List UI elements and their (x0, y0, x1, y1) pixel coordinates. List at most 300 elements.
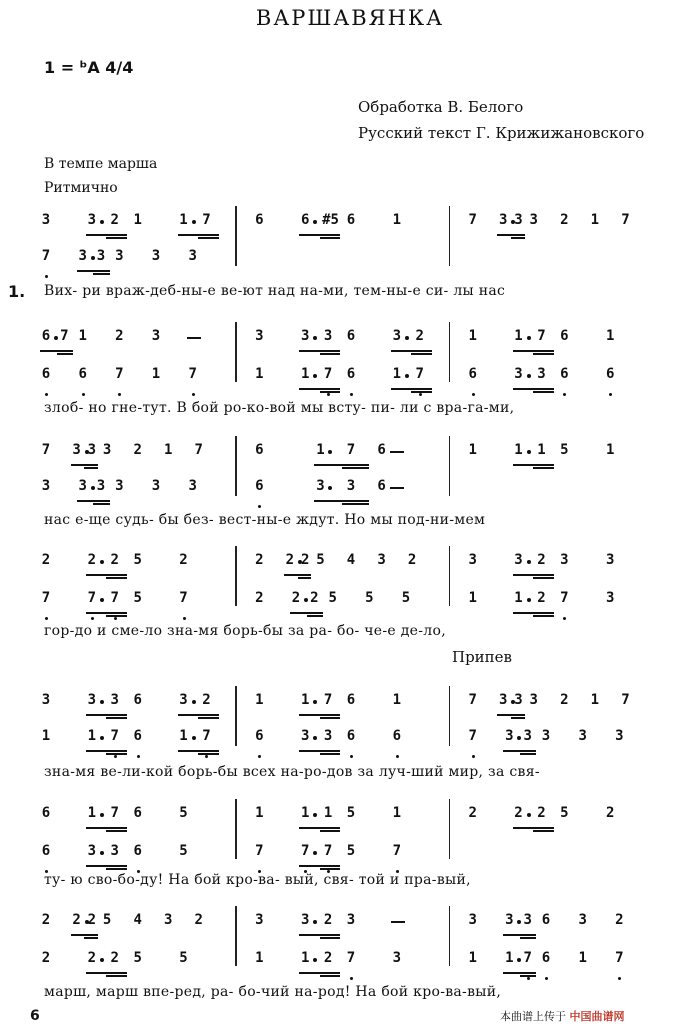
note: 1 (537, 442, 546, 458)
note: 3 (78, 478, 87, 494)
note: 6 (133, 843, 142, 859)
note: 3 (87, 212, 97, 228)
beam-line (503, 972, 536, 974)
note: 7 (621, 212, 630, 228)
beam-line (299, 750, 340, 752)
note: 6 (392, 728, 402, 744)
notation-row (28, 805, 668, 825)
note: 1 (392, 212, 402, 228)
notation-row (28, 728, 668, 748)
beam-line-secondary (93, 503, 110, 505)
beam-line-secondary (533, 391, 554, 393)
note: 3 (578, 728, 587, 744)
note: 4 (133, 912, 142, 928)
note: 6 (346, 366, 356, 382)
dotted-rhythm-dot (313, 813, 317, 817)
beam-line (503, 750, 536, 752)
note: 5 (179, 805, 188, 821)
dotted-rhythm-dot (100, 736, 104, 740)
beam-line (314, 464, 369, 466)
dotted-rhythm-dot (527, 560, 531, 564)
low-octave-dot (472, 755, 475, 758)
note: 1 (392, 805, 402, 821)
note: 3 (514, 366, 523, 382)
note: 3 (255, 328, 264, 344)
dotted-rhythm-dot (527, 374, 531, 378)
note: 3 (255, 912, 264, 928)
note: 1 (392, 366, 402, 382)
beam-line (513, 574, 554, 576)
low-octave-dot (563, 393, 566, 396)
note: 3 (41, 692, 51, 708)
beam-line-secondary (533, 615, 554, 617)
sustain-dash (390, 487, 404, 489)
note: 6 (346, 692, 356, 708)
note: 1 (468, 590, 477, 606)
note: 1 (605, 328, 615, 344)
note: 6 (41, 328, 51, 344)
note: 3 (499, 212, 508, 228)
dotted-rhythm-dot (313, 851, 317, 855)
beam-line (299, 388, 340, 390)
dotted-rhythm-dot (313, 220, 317, 224)
note: 1 (392, 692, 402, 708)
beam-line (503, 934, 536, 936)
footer-site: 中国曲谱网 (569, 1010, 625, 1023)
note: 3 (151, 328, 161, 344)
note: 3 (392, 328, 402, 344)
note: 3 (41, 212, 51, 228)
note: 3 (188, 478, 197, 494)
note: 3 (499, 692, 508, 708)
lyric-line-1: Вих- ри враж-деб-ны-е ве-ют над на-ми, тем-ны-е си- лы нас (44, 283, 506, 299)
note: 1 (316, 442, 325, 458)
beam-line-secondary (342, 503, 370, 505)
lyric-line-4: гор-до и сме-ло зна-мя борь-бы за ра- бо- че-е де-ло, (44, 623, 446, 639)
sustain-dash (187, 337, 201, 339)
tempo-marking: В темпе марша (44, 156, 158, 172)
dotted-rhythm-dot (405, 336, 409, 340)
beam-line (513, 350, 554, 352)
note: 6 (41, 805, 51, 821)
beam-line (299, 714, 340, 716)
note: 1 (164, 442, 173, 458)
beam-line (71, 934, 99, 936)
note: 3 (115, 478, 124, 494)
beam-line-secondary (320, 937, 341, 939)
note: 1 (468, 442, 477, 458)
note: 2 (179, 552, 188, 568)
low-octave-dot (45, 275, 48, 278)
note: 7 (468, 692, 477, 708)
beam-line-secondary (533, 353, 554, 355)
dotted-rhythm-dot (313, 700, 317, 704)
note: 5 (365, 590, 374, 606)
beam-line (86, 750, 127, 752)
beam-line (86, 972, 127, 974)
note: 3 (468, 912, 477, 928)
note: 3 (605, 552, 615, 568)
note: 7 (415, 366, 424, 382)
dotted-rhythm-dot (527, 336, 531, 340)
beam-line (391, 350, 432, 352)
note: 7 (41, 248, 51, 264)
note: 3 (514, 212, 523, 228)
note: 2 (537, 552, 546, 568)
beam-line (314, 500, 369, 502)
low-octave-dot (350, 755, 353, 758)
note: 7 (202, 728, 211, 744)
beam-line (299, 827, 340, 829)
note: 3 (96, 248, 106, 264)
note: 6 (377, 478, 386, 494)
beam-line-secondary (320, 753, 341, 755)
notation-row (28, 328, 668, 348)
note: 6 (346, 728, 356, 744)
beam-line-secondary (57, 353, 74, 355)
low-octave-dot (527, 977, 530, 980)
note: 1 (514, 590, 523, 606)
note: #5 (322, 212, 339, 228)
note: 2 (415, 328, 424, 344)
note: 7 (346, 950, 356, 966)
note: 3 (110, 843, 119, 859)
note: 3 (529, 692, 538, 708)
note: 2 (615, 912, 624, 928)
beam-line-secondary (520, 937, 537, 939)
low-octave-dot (82, 393, 85, 396)
beam-line-secondary (106, 717, 127, 719)
note: 7 (202, 212, 211, 228)
bar-line (449, 698, 451, 734)
notation-row (28, 442, 668, 462)
note: 3 (96, 478, 106, 494)
note: 7 (41, 590, 51, 606)
note: 2 (41, 950, 51, 966)
note: 7 (523, 950, 532, 966)
lyric-line-6: ту- ю сво-бо-ду! На бой кро-ва- вый, свя- той и пра-вый, (44, 872, 471, 888)
note: 6 (346, 212, 356, 228)
beam-line (86, 574, 127, 576)
bar-line (235, 336, 237, 372)
note: 1 (87, 805, 97, 821)
note: 6 (468, 366, 477, 382)
beam-line (284, 574, 312, 576)
note: 1 (468, 328, 477, 344)
low-octave-dot (114, 617, 117, 620)
note: 3 (377, 552, 386, 568)
low-octave-dot (45, 393, 48, 396)
note: 6 (255, 212, 264, 228)
note: 3 (87, 442, 97, 458)
note: 5 (346, 805, 356, 821)
note: 6 (560, 366, 569, 382)
note: 2 (72, 912, 81, 928)
beam-line (71, 464, 99, 466)
note: 7 (621, 692, 630, 708)
beam-line-secondary (320, 391, 341, 393)
bar-line (235, 920, 237, 956)
note: 3 (87, 843, 97, 859)
note: 2 (110, 212, 119, 228)
note: 3 (300, 728, 310, 744)
beam-line-secondary (307, 615, 324, 617)
note: 7 (194, 442, 203, 458)
tempo-style: Ритмично (44, 180, 118, 196)
beam-line-secondary (411, 353, 432, 355)
note: 1 (255, 692, 264, 708)
note: 3 (523, 912, 532, 928)
notation-row (28, 248, 668, 268)
beam-line (77, 270, 110, 272)
note: 1 (300, 950, 310, 966)
note: 6 (78, 366, 87, 382)
beam-line-secondary (106, 753, 127, 755)
dotted-rhythm-dot (192, 736, 196, 740)
bar-line (449, 560, 451, 596)
low-octave-dot (563, 617, 566, 620)
note: 2 (468, 805, 477, 821)
note: 3 (514, 552, 523, 568)
lyric-line-5: зна-мя ве-ли-кой борь-бы всех на-ро-дов за луч-ший мир, за свя- (44, 764, 540, 780)
footer-prefix: 本曲谱上传于 (500, 1010, 566, 1023)
dotted-rhythm-dot (100, 958, 104, 962)
note: 5 (328, 590, 337, 606)
note: 2 (310, 590, 319, 606)
note: 6 (605, 366, 615, 382)
note: 1 (87, 728, 97, 744)
note: 1 (179, 728, 188, 744)
notation-row (28, 212, 668, 232)
bar-line (235, 560, 237, 596)
note: 1 (179, 212, 188, 228)
note: 6 (133, 692, 142, 708)
bar-line (235, 698, 237, 734)
beam-line (497, 714, 525, 716)
note: 1 (605, 442, 615, 458)
note: 6 (255, 478, 264, 494)
note: 3 (323, 328, 333, 344)
note: 5 (179, 843, 188, 859)
note: 5 (560, 805, 569, 821)
site-footer (500, 1008, 625, 1024)
note: 7 (60, 328, 69, 344)
note: 6 (133, 805, 142, 821)
key-signature: 1 = ᵇA 4/4 (44, 58, 134, 77)
note: 5 (401, 590, 411, 606)
note: 5 (133, 552, 142, 568)
beam-line-secondary (320, 975, 341, 977)
note: 6 (560, 328, 569, 344)
note: 2 (300, 552, 310, 568)
note: 3 (323, 728, 333, 744)
beam-line-secondary (198, 753, 219, 755)
note: 3 (541, 728, 551, 744)
bar-line (235, 448, 237, 484)
low-octave-dot (91, 617, 94, 620)
low-octave-dot (137, 755, 140, 758)
note: 5 (346, 843, 356, 859)
note: 1 (151, 366, 161, 382)
note: 3 (392, 950, 402, 966)
note: 7 (188, 366, 197, 382)
note: 7 (41, 442, 51, 458)
note: 2 (110, 552, 119, 568)
arranger-credit: Обработка В. Белого (358, 98, 524, 116)
note: 7 (110, 590, 119, 606)
dotted-rhythm-dot (100, 700, 104, 704)
chorus-label: Припев (452, 648, 512, 666)
note: 2 (285, 552, 295, 568)
beam-line-secondary (198, 717, 219, 719)
sustain-dash (390, 451, 404, 453)
beam-line-secondary (298, 577, 312, 579)
note: 3 (529, 212, 538, 228)
note: 2 (41, 552, 51, 568)
beam-line-secondary (520, 975, 537, 977)
low-octave-dot (327, 393, 330, 396)
beam-line-secondary (342, 467, 370, 469)
note: 3 (605, 590, 615, 606)
beam-line-secondary (106, 830, 127, 832)
dotted-rhythm-dot (192, 220, 196, 224)
beam-line (86, 714, 127, 716)
beam-line (86, 234, 127, 236)
beam-line-secondary (533, 577, 554, 579)
dotted-rhythm-dot (100, 851, 104, 855)
beam-line-secondary (320, 830, 341, 832)
low-octave-dot (205, 755, 208, 758)
note: 5 (560, 442, 569, 458)
note: 2 (323, 912, 333, 928)
lyric-line-3: нас е-ще судь- бы без- вест-ны-е ждут. Но мы под-ни-мем (44, 512, 486, 528)
lyric-line-7: марш, марш впе-ред, ра- бо-чий на-род! На бой кро-ва-вый, (44, 984, 502, 1000)
note: 6 (41, 843, 51, 859)
low-octave-dot (472, 393, 475, 396)
notation-row (28, 478, 668, 498)
note: 3 (151, 478, 161, 494)
note: 3 (523, 728, 532, 744)
dotted-rhythm-dot (100, 598, 104, 602)
beam-line-secondary (320, 353, 341, 355)
note: 7 (110, 805, 119, 821)
beam-line (513, 612, 554, 614)
beam-line (497, 234, 525, 236)
beam-line (86, 612, 127, 614)
dotted-rhythm-dot (100, 813, 104, 817)
note: 2 (194, 912, 203, 928)
beam-line (86, 865, 127, 867)
note: 1 (514, 328, 523, 344)
note: 7 (323, 366, 333, 382)
note: 2 (537, 805, 546, 821)
dotted-rhythm-dot (527, 450, 531, 454)
beam-line (299, 234, 340, 236)
low-octave-dot (258, 505, 261, 508)
note: 6 (300, 212, 310, 228)
note: 2 (110, 950, 119, 966)
note: 1 (255, 950, 264, 966)
lyric-line-2: злоб- но гне-тут. В бой ро-ко-вой мы всту- пи- ли с вра-га-ми, (44, 400, 515, 416)
low-octave-dot (396, 755, 399, 758)
beam-line-secondary (84, 937, 98, 939)
low-octave-dot (114, 755, 117, 758)
note: 2 (291, 590, 301, 606)
bar-line (449, 920, 451, 956)
note: 6 (541, 912, 551, 928)
beam-line (178, 234, 219, 236)
beam-line (299, 350, 340, 352)
beam-line-secondary (106, 615, 127, 617)
note: 7 (468, 728, 477, 744)
low-octave-dot (183, 617, 186, 620)
note: 2 (560, 692, 569, 708)
note: 3 (505, 728, 514, 744)
dotted-rhythm-dot (527, 598, 531, 602)
note: 7 (346, 442, 356, 458)
translator-credit: Русский текст Г. Крижижановского (358, 124, 645, 142)
note: 3 (615, 728, 624, 744)
note: 3 (78, 248, 87, 264)
note: 3 (188, 248, 197, 264)
low-octave-dot (618, 977, 621, 980)
notation-row (28, 912, 668, 932)
note: 3 (346, 478, 356, 494)
dotted-rhythm-dot (100, 560, 104, 564)
note: 5 (133, 590, 142, 606)
low-octave-dot (419, 393, 422, 396)
note: 3 (164, 912, 173, 928)
dotted-rhythm-dot (328, 450, 332, 454)
note: 3 (87, 692, 97, 708)
beam-line-secondary (93, 273, 110, 275)
note: 7 (115, 366, 124, 382)
note: 2 (514, 805, 523, 821)
beam-line-secondary (511, 717, 525, 719)
beam-line-secondary (320, 868, 341, 870)
note: 6 (41, 366, 51, 382)
note: 7 (537, 328, 546, 344)
dotted-rhythm-dot (405, 374, 409, 378)
beam-line-secondary (533, 830, 554, 832)
note: 1 (514, 442, 523, 458)
dotted-rhythm-dot (100, 220, 104, 224)
note: 3 (151, 248, 161, 264)
note: 1 (300, 692, 310, 708)
note: 3 (514, 692, 523, 708)
beam-line-secondary (106, 975, 127, 977)
note: 2 (41, 912, 51, 928)
note: 1 (78, 328, 87, 344)
note: 3 (115, 248, 124, 264)
beam-line (77, 500, 110, 502)
note: 2 (560, 212, 569, 228)
note: 1 (590, 692, 600, 708)
low-octave-dot (45, 617, 48, 620)
note: 3 (505, 912, 514, 928)
beam-line-secondary (84, 467, 98, 469)
note: 2 (87, 912, 97, 928)
note: 3 (346, 912, 356, 928)
notation-row (28, 552, 668, 572)
note: 5 (316, 552, 325, 568)
note: 7 (560, 590, 569, 606)
low-octave-dot (118, 393, 121, 396)
note: 5 (102, 912, 112, 928)
low-octave-dot (258, 755, 261, 758)
note: 1 (505, 950, 514, 966)
beam-line (513, 827, 554, 829)
